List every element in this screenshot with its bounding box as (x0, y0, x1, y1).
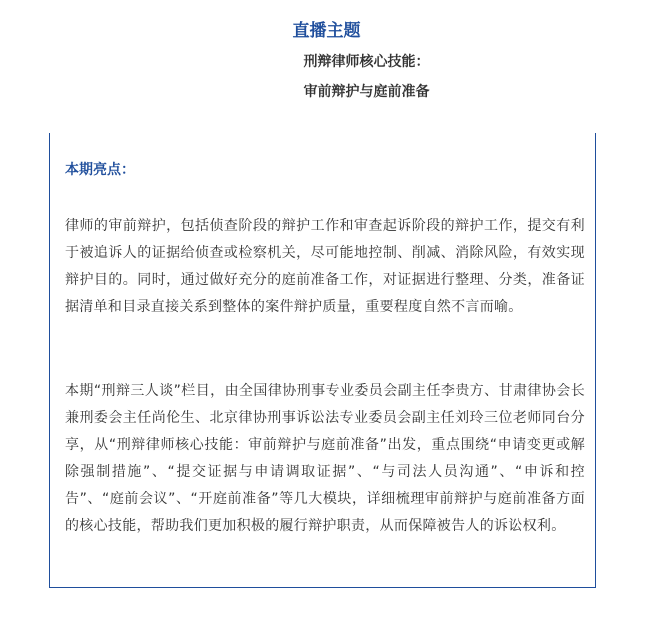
intro-paragraph: 律师的审前辩护，包括侦查阶段的辩护工作和审查起诉阶段的辩护工作，提交有利于被追诉人的证据给侦查或检察机关，尽可能地控制、削减、消除风险，有效实现辩护目的。同时，通过做好充分的庭前准备工作，对证据进行整理、分类，准备证据清单和目录直接关系到整体的案件辩护质量，重要程度自然不言而喻。 (65, 218, 585, 315)
topic-subtitle-line1: 刑辩律师核心技能： (303, 54, 430, 70)
program-paragraph: 本期“刑辩三人谈”栏目，由全国律协刑事专业委员会副主任李贵方、甘肃律协会长兼刑委会主任尚伦生、北京律协刑事诉讼法专业委员会副主任刘玲三位老师同台分享，从“刑辩律师核心技能：审前辩护与庭前准备”出发，重点围绕“申请变更或解除强制措施”、“提交证据与申请调取证据”、“与司法人员沟通”、“申诉和控告”、“庭前会议”、“开庭前准备”等几大模块，详细梳理审前辩护与庭前准备方面的核心技能，帮助我们更加积极的履行辩护职责，从而保障被告人的诉讼权利。 (65, 383, 585, 534)
topic-subtitle-line2: 审前辩护与庭前准备 (303, 84, 430, 100)
page-title: 直播主题 (292, 21, 361, 41)
highlights-label: 本期亮点： (65, 162, 135, 178)
